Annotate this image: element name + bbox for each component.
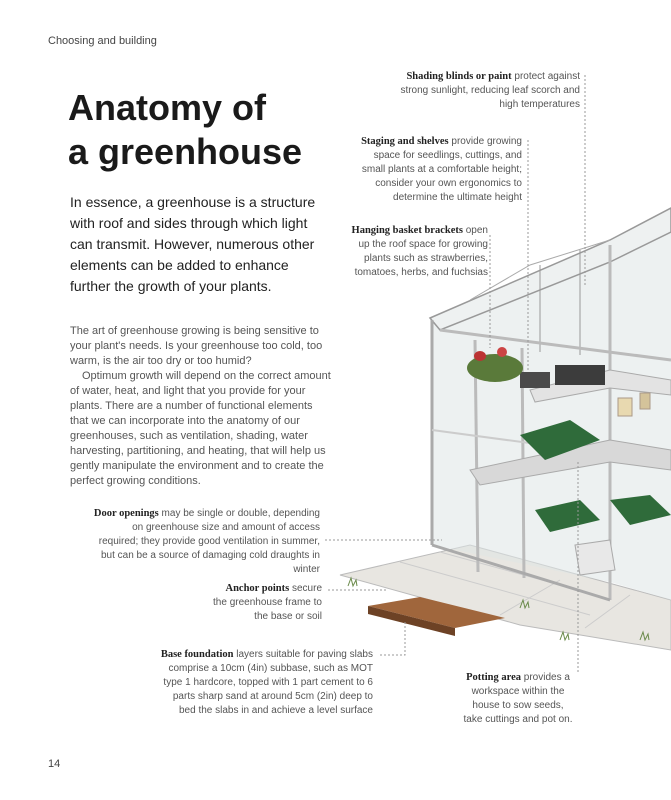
intro-paragraph: In essence, a greenhouse is a structure with roof and sides through which light can transmit. However, numerous other elements can be added to enhance further the growth of your plants. (70, 194, 316, 294)
callout-base-text: layers suitable for paving slabs comprise a 10cm (4in) subbase, such as MOT type 1 hardcore, topped with 1 part cement to 6 parts sharp sand at around 5cm (2in) deep to bed the slabs in and achieve a level surface (163, 649, 373, 716)
title-line-1: Anatomy of (68, 87, 266, 128)
callout-base (160, 648, 373, 718)
callout-shading-term: Shading blinds or paint (406, 71, 512, 82)
callout-potting (462, 671, 574, 727)
callout-shading-text: protect against strong sunlight, reducing leaf scorch and high temperatures (400, 71, 580, 110)
callout-staging (350, 135, 522, 205)
page-number: 14 (48, 758, 61, 770)
callout-door-term: Door openings (93, 508, 159, 519)
section-header: Choosing and building (48, 35, 157, 47)
callout-anchor-text: secure the greenhouse frame to the base or soil (213, 583, 322, 622)
callout-hanging-term: Hanging basket brackets (351, 225, 463, 236)
callout-base-term: Base foundation (160, 649, 234, 660)
callout-potting-text: provides a workspace within the house to sow seeds, take cuttings and pot on. (463, 672, 573, 725)
callout-anchor-term: Anchor points (225, 583, 290, 594)
callout-hanging-text: open up the roof space for growing plants such as strawberries, tomatoes, herbs, and fuchsias (354, 225, 488, 278)
callout-anchor (210, 582, 322, 624)
callout-door (90, 507, 320, 577)
title-line-2: a greenhouse (68, 131, 303, 172)
callout-door-text: may be single or double, depending on greenhouse size and amount of access required; they provide good ventilation in summer, but can be a source of damaging cold draughts in winter (98, 508, 320, 575)
callout-hanging (350, 224, 488, 280)
callout-shading (400, 70, 580, 112)
body-paragraph-1: The art of greenhouse growing is being sensitive to your plant's needs. Is your greenhouse too cold, too warm, is the air too dry or too humid? (70, 325, 323, 367)
body-paragraph-2: Optimum growth will depend on the correct amount of water, heat, and light that you provide for your plants. There are a number of functional elements that we can incorporate into the anatomy of our greenhouses, such as ventilation, shading, water harvesting, partitioning, and heating, that will help us gently manipulate the environment and to create the perfect growing conditions. (70, 370, 331, 487)
callout-staging-term: Staging and shelves (361, 136, 449, 147)
callout-staging-text: provide growing space for seedlings, cuttings, and small plants at a comfortable height; consider your own ergonomics to determine the ultimate height (361, 136, 522, 203)
callout-potting-term: Potting area (466, 672, 521, 683)
